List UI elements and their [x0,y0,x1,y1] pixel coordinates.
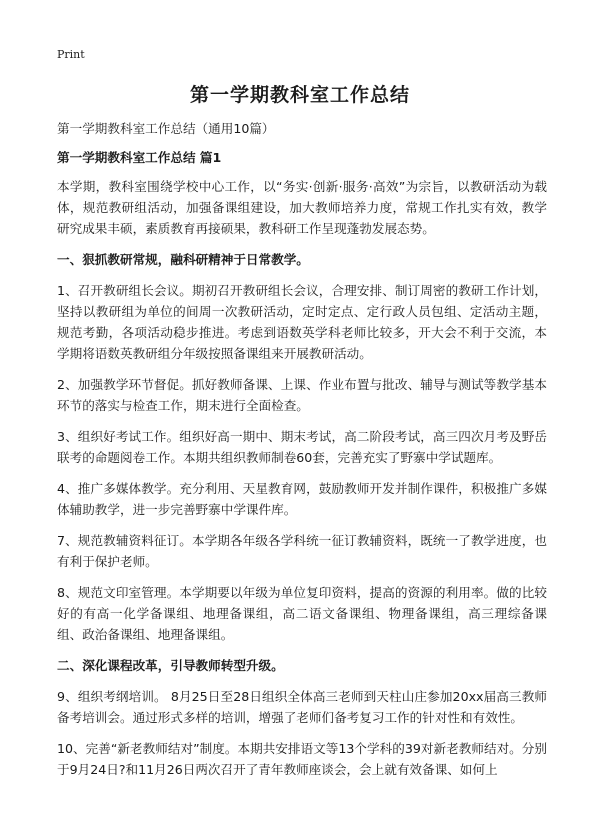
intro-paragraph: 本学期，教科室围绕学校中心工作，以“务实·创新·服务·高效”为宗旨，以教研活动为载体，规范教研组活动，加强备课组建设，加大教师培养力度，常规工作扎实有效，教学研究成果丰硕，素质教育再接硕果，教科研工作呈现蓬勃发展态势。 [57,179,547,236]
list-item: 10、完善“新老教师结对”制度。本期共安排语文等13个学科的39对新老教师结对。分别于9月24日?和11月26日两次召开了青年教师座谈会，会上就有效备课、如何上 [57,741,547,777]
list-item: 2、加强教学环节督促。抓好教师备课、上课、作业布置与批改、辅导与测试等教学基本环节的落实与检查工作，期末进行全面检查。 [57,377,547,413]
document-body [57,118,547,790]
list-item: 8、规范文印室管理。本学期要以年级为单位复印资料，提高的资源的利用率。做的比较好的有高一化学备课组、地理备课组，高二语文备课组、物理备课组，高三理综备课组、政治备课组、地理备课组。 [57,585,547,642]
subsection-heading-1: 一、狠抓教研常规，融科研精神于日常教学。 [57,252,309,267]
section-heading: 第一学期教科室工作总结 篇1 [57,150,222,165]
list-item: 4、推广多媒体教学。充分利用、天星教育网，鼓励教师开发并制作课件，积极推广多媒体辅助教学，进一步完善野寨中学课件库。 [57,481,547,517]
list-item: 9、组织考纲培训。 8月25日至28日组织全体高三老师到天柱山庄参加20xx届高三教师备考培训会。通过形式多样的培训，增强了老师们备考复习工作的针对性和有效性。 [57,689,547,725]
subsection-heading-2: 二、深化课程改革，引导教师转型升级。 [57,658,284,673]
document-subtitle: 第一学期教科室工作总结（通用10篇） [57,121,275,136]
print-label: Print [57,48,85,61]
list-item: 3、组织好考试工作。组织好高一期中、期末考试，高二阶段考试，高三四次月考及野岳联考的命题阅卷工作。本期共组织教师制卷60套，完善充实了野寨中学试题库。 [57,429,547,465]
list-item: 7、规范教辅资料征订。本学期各年级各学科统一征订教辅资料，既统一了教学进度，也有利于保护老师。 [57,533,547,569]
page-title: 第一学期教科室工作总结 [189,84,410,106]
list-item: 1、召开教研组长会议。期初召开教研组长会议，合理安排、制订周密的教研工作计划，坚持以教研组为单位的间周一次教研活动，定时定点、定行政人员包组、定活动主题，规范考勤，各项活动稳步推进。考虑到语数英学科老师比较多，开大会不利于交流，本学期将语数英教研组分年级按照备课组来开展教研活动。 [57,283,547,361]
